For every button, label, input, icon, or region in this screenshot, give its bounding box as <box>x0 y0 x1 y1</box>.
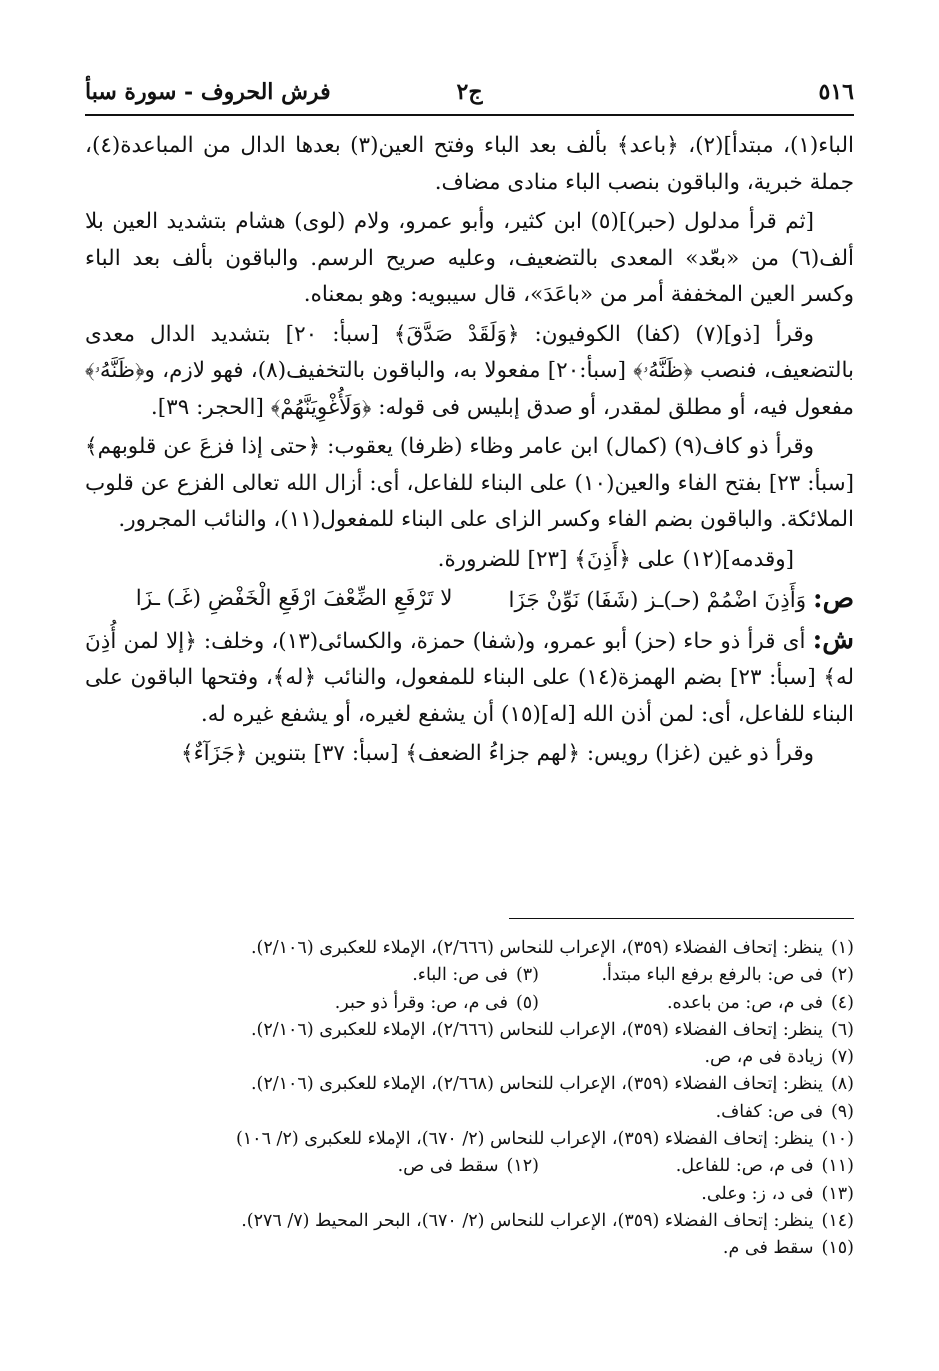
verse-second-hemistich: لا تَرْفَعِ الضِّعْفَ ارْفَعِ الْخَفْضِ (غَـ) ـزَا <box>135 586 453 611</box>
section-title: فرش الحروف - سورة سبأ <box>85 79 331 105</box>
footnote-text: فى ص: بالرفع برفع الباء مبتدأ. <box>601 965 823 986</box>
page-number: ٥١٦ <box>818 79 854 105</box>
footnote-number: (١٣) <box>821 1183 854 1204</box>
poem-verse <box>85 581 854 620</box>
footnote-number: (١٢) <box>506 1156 539 1177</box>
footnote-text: ينظر: إتحاف الفضلاء (٣٥٩)، الإعراب للنحاس (٢/ ٦٧٠)، الإملاء للعكبرى (٢/ ١٠٦) <box>235 1129 814 1150</box>
paragraph: وقرأ [ذو](٧) (كفا) الكوفيون: ﴿وَلَقَدْ صَدَّقَ﴾ [سبأ: ٢٠] بتشديد الدال معدى بالتضعيف، فنصب ﴿ظَنَّهُۥ﴾ [سبأ:٢٠] مفعولا به، والباقون بالتخفيف(٨)، فهو لازم، و﴿ظَنَّهُۥ﴾ مفعول فيه، أو مطلق لمقدر، أو صدق إبليس فى قوله: ﴿وَلَأُغْوِيَنَّهُمْ﴾ [الحجر: ٣٩]. <box>85 321 854 420</box>
footnote <box>539 990 854 1017</box>
verse-first-half-text: وَأَذِنَ اضْمُمْ (حـ)ـز (شَفَا) نَوِّنْ جَزَا <box>508 588 807 613</box>
footnote-text: فى م، ص: وقرأ ذو حبر. <box>334 992 508 1013</box>
footnote-row <box>85 1235 854 1262</box>
footnote <box>236 1126 854 1153</box>
paragraph: وقرأ ذو غين (غزا) رويس: ﴿لهم جزاءُ الضعف﴾ [سبأ: ٣٧] بتنوين ﴿جَزَآءٌ﴾ <box>180 741 814 766</box>
footnote <box>335 990 539 1017</box>
footnote-row <box>85 1208 854 1235</box>
footnote <box>251 935 854 962</box>
footnote <box>539 962 854 989</box>
commentary-paragraph <box>85 622 854 734</box>
footnote <box>723 1235 854 1262</box>
commentary-text: أى قرأ ذو حاء (حز) أبو عمرو، و(شفا) حمزة، والكسائى(١٣)، وخلف: ﴿إلا لمن أُذِنَ له﴾ [سبأ: ٢٣] بضم الهمزة(١٤) على البناء للمفعول، والنائب ﴿له﴾، وفتحها الباقون على البناء للفاعل، أى: لمن أذن الله [له](١٥) أن يشفع لغيره، أو يشفع غيره له. <box>85 628 855 727</box>
paragraph: [ثم قرأ مدلول (حبر)](٥) ابن كثير، وأبو عمرو، ولام (لوى) هشام بتشديد العين بلا ألف(٦) من «بعّد» المعدى بالتضعيف، وعليه صريح الرسم. والباقون بألف بعد الباء وكسر العين المخففة أمر من «باعَدَ»، قال سيبويه: وهو بمعناه. <box>85 209 854 307</box>
footnote-number: (١١) <box>821 1156 854 1177</box>
paragraph: وقرأ ذو كاف(٩) (كمال) ابن عامر وظاء (ظرفا) يعقوب: ﴿حتى إذا فزعَ عن قلوبهم﴾ [سبأ: ٢٣] بفتح الفاء والعين(١٠) على البناء للفاعل، أى: أزال الله تعالى الفزع عن قلوب الملائكة. والباقون بضم الفاء وكسر الزاى على البناء للمفعول(١١)، والنائب المجرور. <box>85 434 854 532</box>
footnote-row <box>85 1126 854 1153</box>
footnote-row <box>85 935 854 962</box>
footnote-row <box>85 1153 854 1180</box>
footnote <box>398 1153 539 1180</box>
footnote-row <box>85 1044 854 1071</box>
footnote-row <box>85 1181 854 1208</box>
footnote-text: ينظر: إتحاف الفضلاء (٣٥٩)، الإعراب للنحاس (٢/ ٦٧٠)، البحر المحيط (٧/ ٢٧٦). <box>241 1210 814 1231</box>
footnote <box>716 1099 854 1126</box>
footnote-text: فى م، ص: من باعده. <box>666 992 823 1013</box>
footnote-text: ينظر: إتحاف الفضلاء (٣٥٩)، الإعراب للنحاس (٢/٦٦٨)، الإملاء للعكبرى (٢/١٠٦). <box>250 1074 823 1095</box>
footnote-number: (٣) <box>515 965 539 986</box>
footnote-text: سقط فى م. <box>722 1238 814 1259</box>
footnote-text: فى ص: كفاف. <box>715 1101 823 1122</box>
footnote-text: فى د، ز: وعلى. <box>701 1183 814 1204</box>
footnote-row <box>85 962 854 989</box>
footnote-row <box>85 990 854 1017</box>
footnote-text: ينظر: إتحاف الفضلاء (٣٥٩)، الإعراب للنحاس (٢/٦٦٦)، الإملاء للعكبرى (٢/١٠٦). <box>250 938 823 958</box>
footnote <box>241 1208 854 1235</box>
footnote-number: (١٤) <box>821 1210 854 1231</box>
footnote-number: (٧) <box>830 1047 854 1068</box>
verse-first-hemistich <box>509 581 854 620</box>
footnotes <box>85 935 854 1263</box>
footnote <box>251 1017 854 1044</box>
main-text <box>85 128 854 776</box>
footnote-row <box>85 1071 854 1098</box>
footnote-number: (٤) <box>830 992 854 1013</box>
footnote-number: (١٠) <box>821 1129 854 1150</box>
footnote <box>539 1153 854 1180</box>
footnote-number: (٥) <box>515 992 539 1013</box>
footnote-text: فى م، ص: للفاعل. <box>675 1156 814 1177</box>
footnote-number: (٢) <box>830 965 854 986</box>
footnote <box>704 1044 854 1071</box>
verse-label: ص: <box>812 584 854 614</box>
footnote-row <box>85 1017 854 1044</box>
footnote-text: ينظر: إتحاف الفضلاء (٣٥٩)، الإعراب للنحاس (٢/٦٦٦)، الإملاء للعكبرى (٢/١٠٦). <box>250 1019 823 1040</box>
footnote <box>251 1071 854 1098</box>
footnote <box>701 1181 854 1208</box>
paragraph: الباء(١)، مبتدأ](٢)، ﴿باعد﴾ بألف بعد الباء وفتح العين(٣) بعدها الدال من المباعدة(٤)، جملة خبرية، والباقون بنصب الباء منادى مضاف. <box>85 133 854 195</box>
footnote-number: (٨) <box>830 1074 854 1095</box>
volume-label: ج٢ <box>456 79 483 105</box>
footnote-number: (٩) <box>830 1101 854 1122</box>
footnote-text: زيادة فى م، ص. <box>704 1047 823 1068</box>
footnote-text: فى ص: الباء. <box>412 965 508 986</box>
running-header <box>85 70 854 116</box>
footnote-number: (١) <box>830 938 854 958</box>
footnote-row <box>85 1099 854 1126</box>
footnote-number: (١٥) <box>821 1238 854 1259</box>
paragraph: [وقدمه](١٢) على ﴿أَذِنَ﴾ [٢٣] للضرورة. <box>437 546 794 572</box>
footnote-text: سقط فى ص. <box>397 1156 499 1177</box>
commentary-label: ش: <box>812 624 854 655</box>
footnote <box>412 962 539 989</box>
footnote-number: (٦) <box>830 1019 854 1040</box>
footnote-divider <box>509 918 854 919</box>
